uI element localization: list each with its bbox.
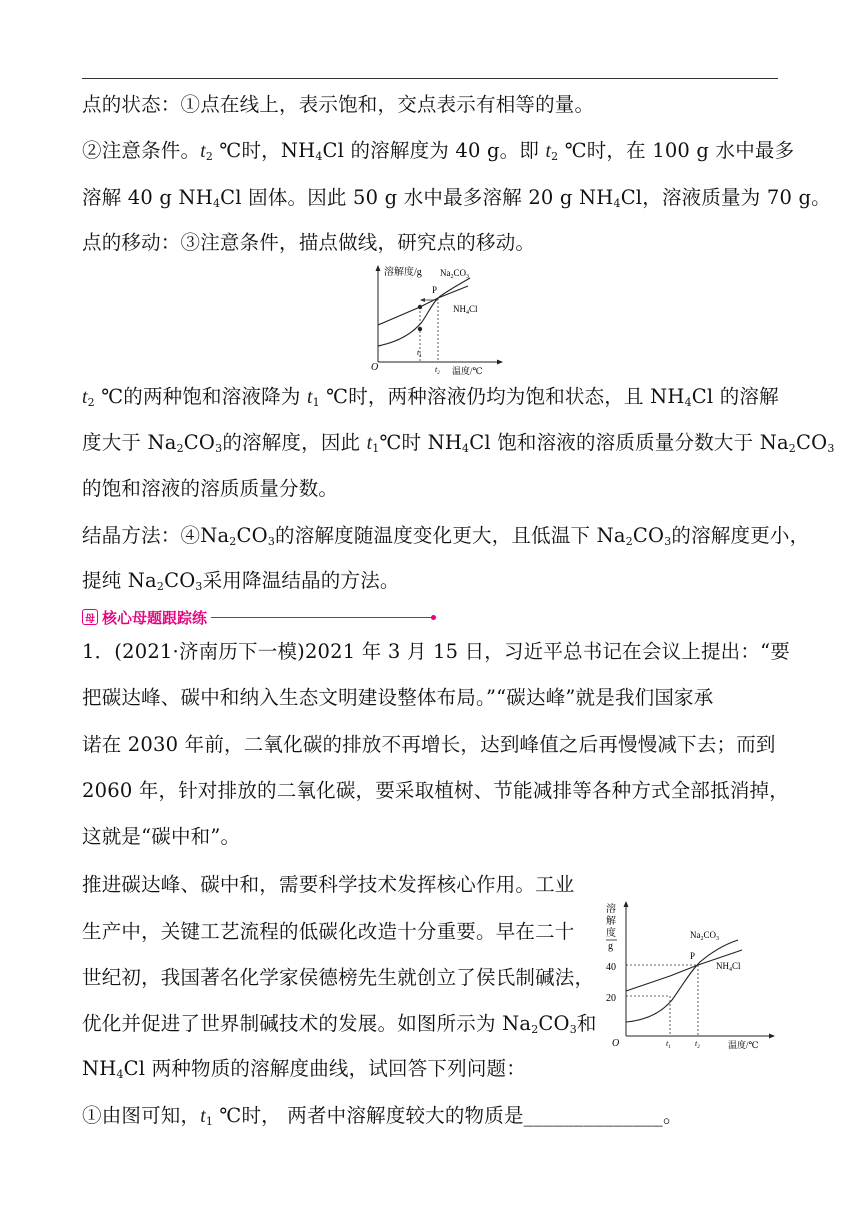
subscript: 3	[827, 442, 835, 455]
text-line-fraction	[82, 477, 338, 501]
text-span: CO	[632, 524, 665, 547]
text-span: 的溶解度随温度变化更大，且低温下 Na	[275, 524, 626, 547]
subscript: 2	[531, 1023, 539, 1036]
text-span: 诺在 2030 年前，二氧化碳的排放不再增长，达到峰值之后再慢慢减下去；而到	[82, 733, 776, 756]
var-t: t	[200, 141, 206, 162]
section-header	[82, 606, 433, 628]
subscript: 3	[267, 535, 276, 548]
subscript: 2	[87, 396, 95, 409]
y-tick-40: 40	[606, 962, 616, 973]
text-span: 1．(2021·济南历下一模)2021 年 3 月 15 日，习近平总书记在会议上提出：“要	[82, 640, 790, 663]
text-span: CO	[538, 1012, 570, 1035]
text-span: 2060 年，针对排放的二氧化碳，要采取植树、节能减排等各种方式全部抵消掉，	[82, 779, 789, 802]
subscript: 2	[176, 442, 184, 455]
point-p-label: P	[690, 951, 696, 961]
text-span: ②注意条件。	[82, 139, 201, 162]
text-span: 点的移动：③注意条件，描点做线，研究点的移动。	[82, 231, 536, 254]
origin-label: O	[612, 1038, 620, 1049]
origin-label: O	[371, 362, 379, 373]
question-line-3	[82, 733, 776, 757]
point-lower	[418, 327, 422, 331]
text-span: CO	[183, 431, 216, 454]
tick-t2: $t_2$	[695, 1039, 700, 1050]
subscript: 2	[788, 442, 796, 455]
text-span: ℃时 NH	[379, 431, 463, 454]
question-line-4	[82, 779, 789, 803]
question-line-2	[82, 686, 713, 710]
text-span: 的溶解度更小，	[671, 524, 810, 547]
text-span: 溶解 40 g NH	[82, 186, 213, 209]
y-axis-label-2: 解	[606, 916, 616, 927]
series-nh4cl-label: $NH_4Cl$	[716, 961, 741, 973]
subscript: 3	[569, 1023, 577, 1036]
text-span: 这就是“碳中和”。	[82, 825, 241, 848]
text-span: Cl 两种物质的溶解度曲线，试回答下列问题：	[123, 1057, 526, 1080]
text-span: 和	[576, 1012, 597, 1035]
section-title: 核心母题跟踪练	[102, 608, 208, 627]
text-span: 推进碳达峰、碳中和，需要科学技术发挥核心作用。工业	[82, 873, 575, 896]
subscript: 4	[116, 1068, 124, 1081]
question-line-1	[82, 640, 790, 664]
text-line-condition	[82, 139, 794, 164]
series-nh4cl-label: $NH_4Cl$	[453, 304, 478, 316]
point-p-label: P	[432, 285, 438, 295]
y-axis-label-4: g	[608, 941, 613, 952]
subscript: 2	[551, 150, 559, 163]
text-line-move	[82, 231, 535, 255]
question-line-5	[82, 825, 240, 849]
subscript: 4	[613, 197, 621, 210]
text-line-crystal	[82, 524, 809, 548]
text-span: CO	[236, 524, 268, 547]
text-span: ℃时，两种溶液仍均为饱和状态，且 NH	[319, 385, 685, 408]
tick-t2: $t_2$	[435, 365, 440, 376]
solubility-figure-large	[602, 898, 780, 1050]
text-line-state	[82, 93, 594, 117]
var-t: t	[545, 141, 552, 162]
text-span: NH	[82, 1057, 117, 1080]
text-span: 生产中，关键工艺流程的低碳化改造十分重要。早在二十	[82, 920, 575, 943]
text-span: 世纪初，我国著名化学家侯德榜先生就创立了侯氏制碱法，	[82, 966, 595, 989]
series-na2co3-label: $Na_2CO_3$	[440, 268, 470, 280]
y-tick-20: 20	[606, 993, 616, 1004]
text-span: 的溶解度，因此	[222, 431, 367, 454]
question-line-6	[82, 873, 575, 897]
subscript: 2	[156, 580, 165, 593]
y-axis-label: 溶解度/g	[384, 267, 422, 278]
text-span: CO	[164, 569, 196, 592]
text-span: 优化并促进了世界制碱技术的发展。如图所示为 Na	[82, 1012, 532, 1035]
y-axis-arrow	[624, 901, 629, 907]
subscript: 2	[625, 535, 633, 548]
text-span: 提纯 Na	[82, 569, 157, 592]
subscript: 4	[462, 442, 470, 455]
section-divider	[211, 617, 433, 618]
text-span: Cl 固体。因此 50 g 水中最多溶解 20 g NH	[220, 186, 614, 209]
subscript: 2	[205, 150, 214, 163]
text-line-compare	[82, 431, 835, 456]
text-span: 结晶方法：④Na	[82, 524, 230, 547]
text-span: ℃时，在 100 g 水中最多	[558, 139, 795, 162]
x-axis-label: 温度/℃	[728, 1040, 759, 1050]
text-span: CO	[796, 431, 828, 454]
question-line-8	[82, 966, 594, 990]
x-axis-arrow	[497, 360, 503, 365]
var-t: t	[306, 387, 313, 408]
x-axis-label: 温度/℃	[452, 366, 483, 376]
text-span: ①由图可知，	[82, 1104, 201, 1127]
move-arrow-head	[420, 298, 425, 302]
text-span: ℃时，NH	[213, 139, 316, 162]
answer-blank[interactable]: ______________	[523, 1104, 663, 1127]
text-line-dissolve	[82, 186, 831, 210]
text-span: Cl 饱和溶液的溶质质量分数大于 Na	[469, 431, 789, 454]
text-span: 采用降温结晶的方法。	[202, 569, 400, 592]
question-line-11	[82, 1104, 683, 1129]
var-t: t	[366, 433, 373, 454]
curve-na2co3	[626, 940, 738, 1022]
text-line-cooling	[82, 385, 779, 410]
var-t: t	[82, 387, 88, 408]
y-axis-label-1: 溶	[606, 904, 616, 915]
question-line-9	[82, 1012, 597, 1036]
x-axis-arrow	[769, 1034, 775, 1039]
subscript: 1	[372, 442, 380, 455]
subscript: 3	[215, 442, 223, 455]
subscript: 4	[212, 197, 221, 210]
subscript: 2	[229, 535, 237, 548]
var-t: t	[200, 1106, 206, 1127]
text-span: Cl 的溶解度为 40 g。即	[322, 139, 546, 162]
question-line-7	[82, 920, 575, 944]
text-span: 把碳达峰、碳中和纳入生态文明建设整体布局。”“碳达峰”就是我们国家承	[82, 686, 714, 709]
section-badge-icon: 母	[82, 609, 98, 625]
top-rule	[82, 78, 778, 79]
text-span: 度大于 Na	[82, 431, 177, 454]
y-axis-label-3: 度	[606, 928, 616, 939]
text-span: Cl 的溶解	[691, 385, 779, 408]
text-span: Cl，溶液质量为 70 g。	[620, 186, 831, 209]
tick-t1: $t_1$	[666, 1039, 671, 1050]
subscript: 4	[684, 396, 692, 409]
text-span: ℃时， 两者中溶解度较大的物质是	[213, 1104, 524, 1127]
solubility-figure-small	[368, 262, 508, 376]
text-line-purify	[82, 569, 400, 593]
subscript: 1	[205, 1115, 214, 1128]
y-axis-arrow	[376, 265, 381, 271]
tick-t1: $t_1$	[417, 348, 422, 359]
text-span: 点的状态：①点在线上，表示饱和，交点表示有相等的量。	[82, 93, 595, 116]
text-span: 。	[662, 1104, 683, 1127]
subscript: 3	[664, 535, 672, 548]
text-span: 的饱和溶液的溶质质量分数。	[82, 477, 339, 500]
question-line-10	[82, 1057, 526, 1081]
point-upper	[418, 305, 422, 309]
series-na2co3-label: $Na_2CO_3$	[690, 930, 720, 942]
subscript: 1	[312, 396, 320, 409]
subscript: 4	[315, 150, 323, 163]
subscript: 3	[195, 580, 203, 593]
text-span: ℃的两种饱和溶液降为	[94, 385, 307, 408]
